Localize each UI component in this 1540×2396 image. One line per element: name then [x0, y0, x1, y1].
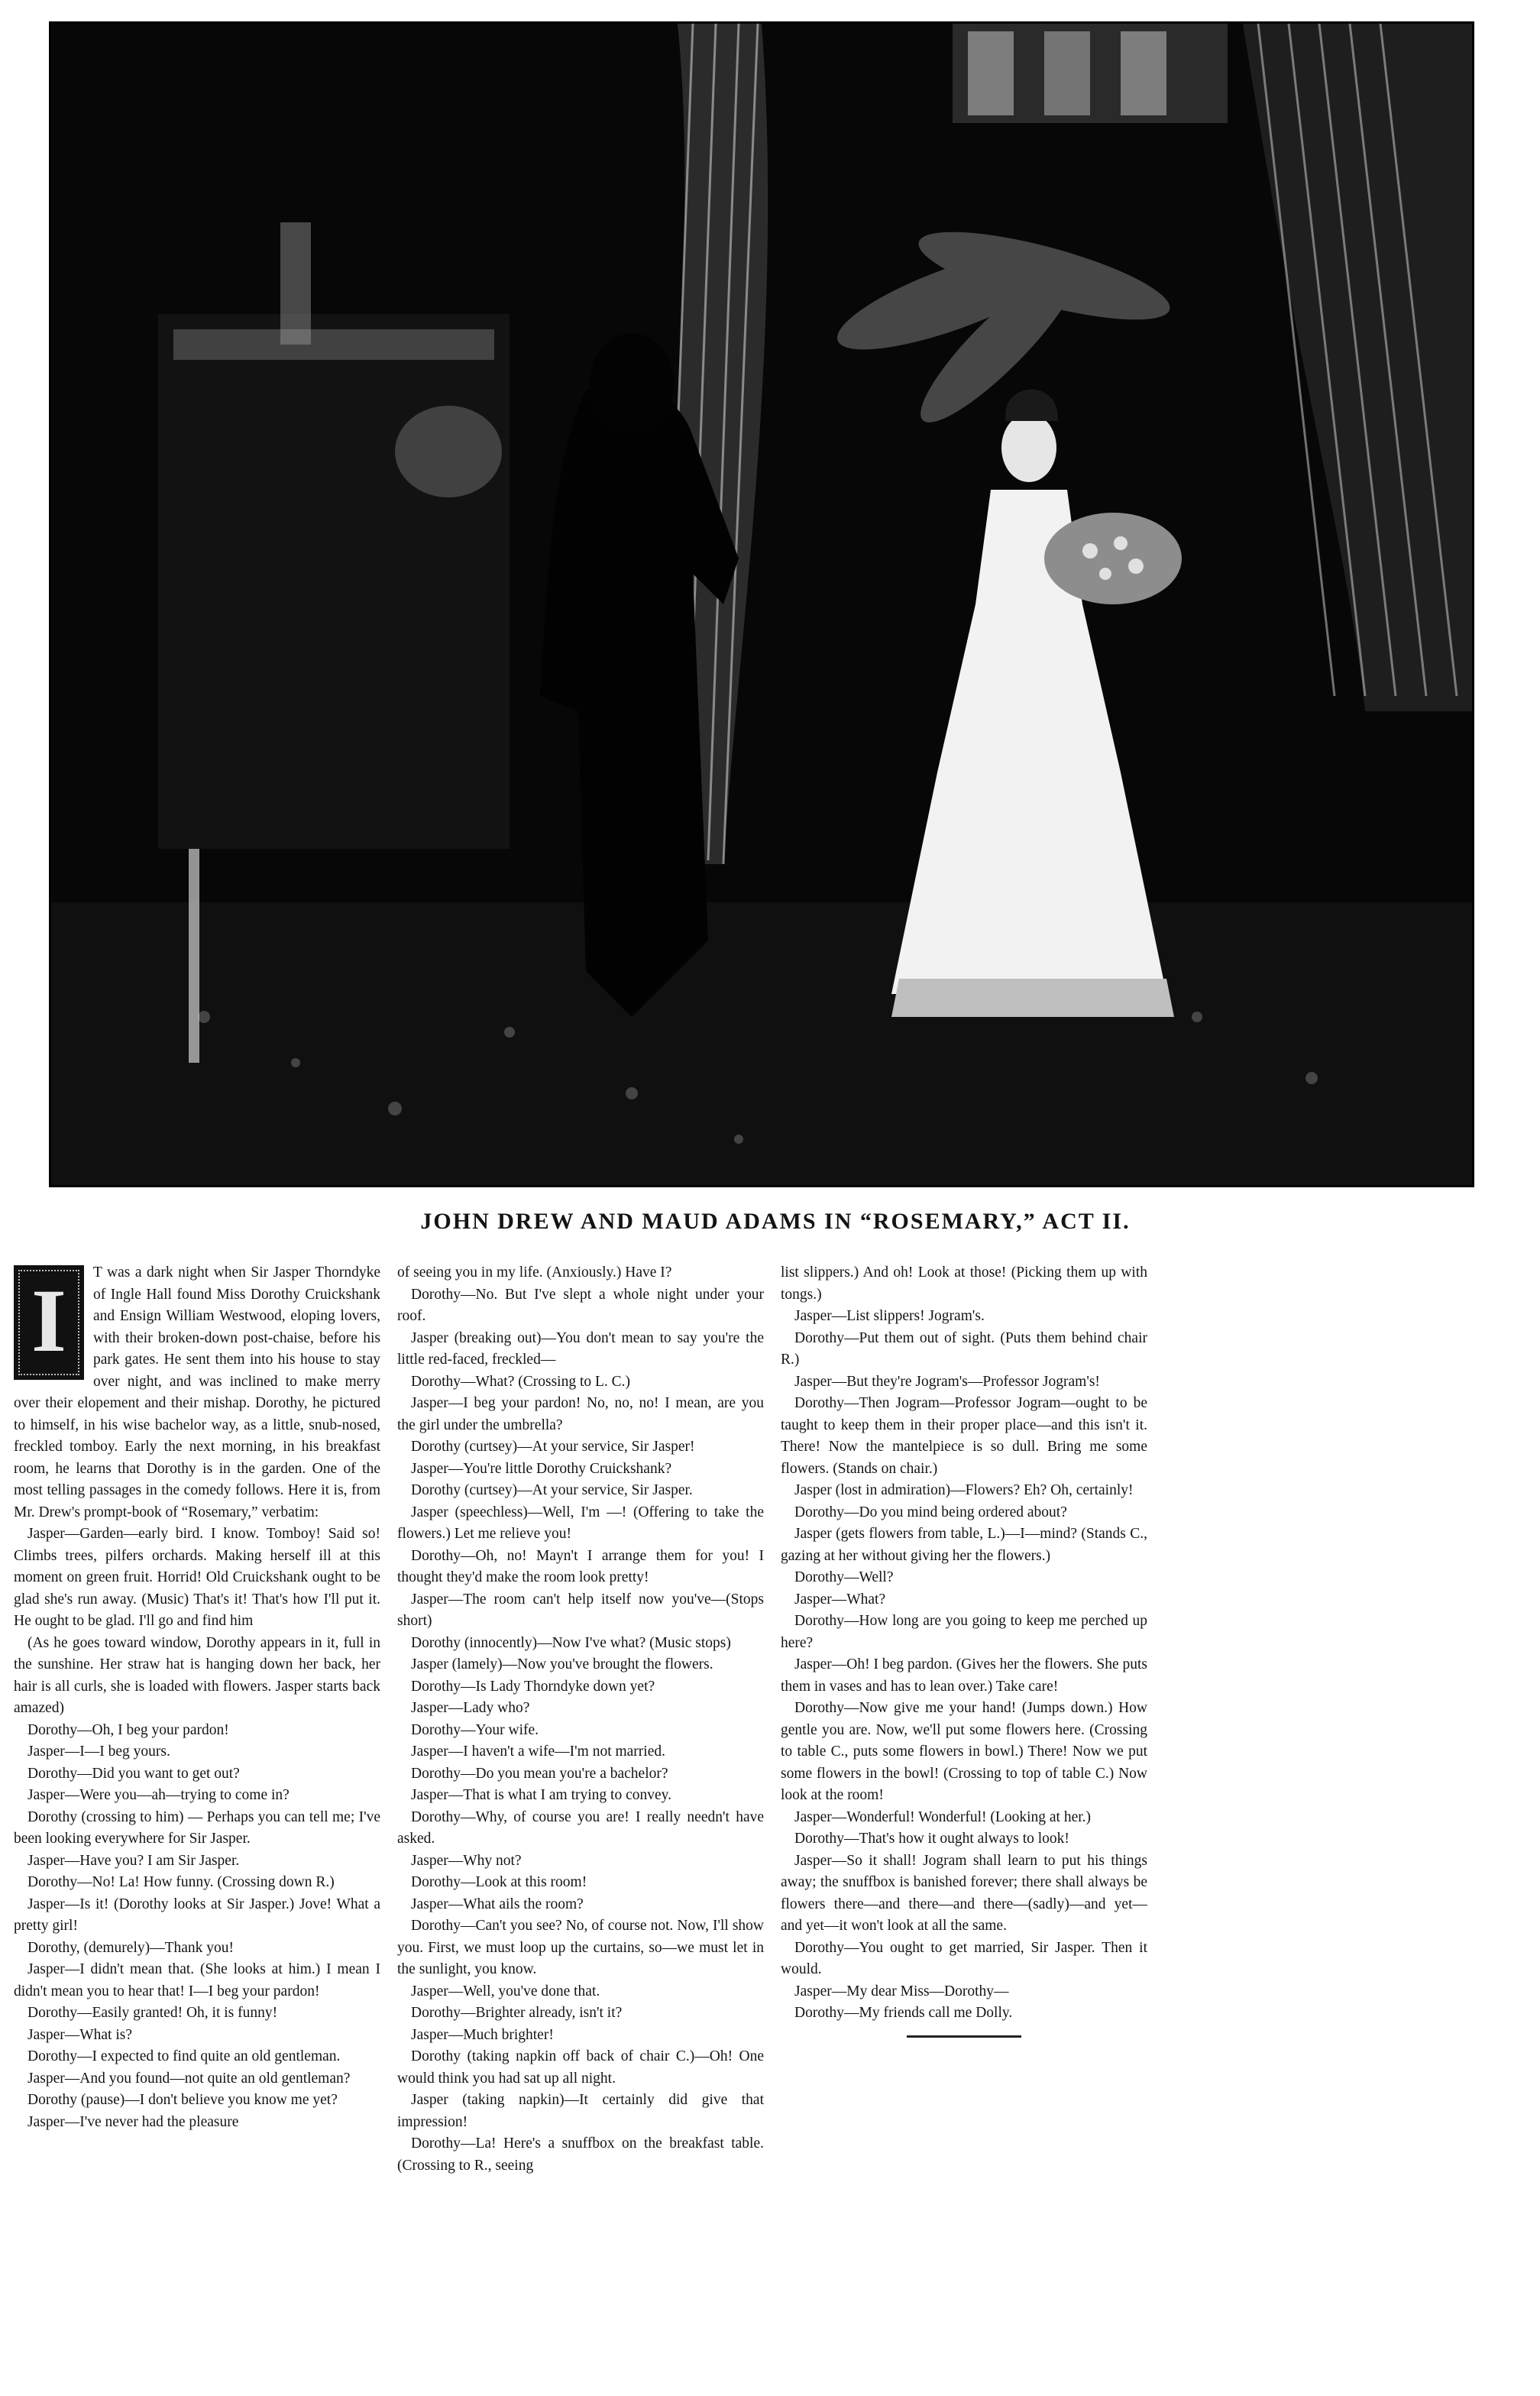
paragraph: Jasper—My dear Miss—Dorothy—	[794, 1983, 1009, 1999]
paragraph: list slippers.) And oh! Look at those! (Picking them up with tongs.)	[781, 1264, 1147, 1303]
paragraph: Jasper—Well, you've done that.	[411, 1983, 600, 1999]
paragraph: Dorothy—Then Jogram—Professor Jogram—ought to be taught to keep them in their proper place—and this isn't it. There! Now the mantelpiece is so dull. Bring me some flowers. (Stands on chair.)	[781, 1395, 1147, 1477]
paragraph: Dorothy—That's how it ought always to look!	[794, 1831, 1069, 1847]
paragraph: Jasper—Much brighter!	[411, 2026, 554, 2043]
paragraph: Jasper—Oh! I beg pardon. (Gives her the flowers. She puts them in vases and has to lean over.) Take care!	[781, 1656, 1147, 1695]
paragraph: Jasper—Is it! (Dorothy looks at Sir Jasper.) Jove! What a pretty girl!	[14, 1896, 380, 1934]
paragraph: Jasper—Lady who?	[411, 1700, 530, 1716]
paragraph: Dorothy, (demurely)—Thank you!	[28, 1939, 235, 1956]
paragraph: Dorothy—Brighter already, isn't it?	[411, 2005, 623, 2021]
paragraph: Jasper—List slippers! Jogram's.	[794, 1308, 985, 1324]
drop-cap: I	[14, 1265, 84, 1380]
paragraph: Jasper (lost in admiration)—Flowers? Eh? Oh, certainly!	[794, 1482, 1134, 1498]
photo-scene-icon	[51, 24, 1472, 1185]
paragraph: Jasper—I beg your pardon! No, no, no! I mean, are you the girl under the umbrella?	[397, 1395, 764, 1433]
paragraph: Dorothy (pause)—I don't believe you know me yet?	[28, 2092, 338, 2108]
paragraph: Jasper—What?	[794, 1591, 886, 1608]
paragraph: Jasper—The room can't help itself now you've—(Stops short)	[397, 1591, 764, 1629]
paragraph: Jasper—Garden—early bird. I know. Tomboy! Said so! Climbs trees, pilfers orchards. Making herself ill at this moment on green fruit. Horrid! Old Cruickshank ought to be glad she's run away. (Music) That's it! That's how I'll put it. He ought to be glad. I'll go and find him	[14, 1526, 380, 1629]
end-rule	[907, 2035, 1021, 2038]
paragraph: Jasper (gets flowers from table, L.)—I—mind? (Stands C., gazing at her without giving her the flowers.)	[781, 1526, 1147, 1564]
paragraph: Dorothy (innocently)—Now I've what? (Music stops)	[411, 1634, 731, 1651]
paragraph: Jasper—I've never had the pleasure	[28, 2113, 239, 2130]
paragraph: Jasper—And you found—not quite an old gentleman?	[28, 2070, 351, 2087]
paragraph: Dorothy—Why, of course you are! I really needn't have asked.	[397, 1808, 764, 1847]
paragraph: Jasper—I didn't mean that. (She looks at him.) I mean I didn't mean you to hear that! I—I beg your pardon!	[14, 1961, 380, 1999]
paragraph: Jasper (speechless)—Well, I'm —! (Offering to take the flowers.) Let me relieve you!	[397, 1504, 764, 1542]
paragraph: Dorothy—Put them out of sight. (Puts them behind chair R.)	[781, 1329, 1147, 1368]
paragraph: Jasper—Have you? I am Sir Jasper.	[28, 1852, 240, 1869]
paragraph: Dorothy—Do you mind being ordered about?	[794, 1504, 1067, 1520]
paragraph: Dorothy—Well?	[794, 1569, 894, 1585]
article-column-1	[14, 1262, 380, 2385]
paragraph: Jasper—Wonderful! Wonderful! (Looking at her.)	[794, 1808, 1092, 1825]
photo-caption: JOHN DREW AND MAUD ADAMS IN “ROSEMARY,” ACT II.	[420, 1209, 1131, 1234]
paragraph: Dorothy—Now give me your hand! (Jumps down.) How gentle you are. Now, we'll put some flowers here. (Crossing to table C., puts some flowers in bowl.) There! Now we put some flowers in the bowl! (Crossing to top of table C.) Now look at the room!	[781, 1700, 1147, 1803]
paragraph: Dorothy—Can't you see? No, of course not. Now, I'll show you. First, we must loop up the curtains, so—we must let in the sunlight, you know.	[397, 1918, 764, 1977]
theater-scene-photo	[49, 21, 1474, 1187]
paragraph: Dorothy—Is Lady Thorndyke down yet?	[411, 1678, 655, 1695]
paragraph: Jasper—Were you—ah—trying to come in?	[28, 1787, 290, 1803]
paragraph: Dorothy—Did you want to get out?	[28, 1765, 240, 1782]
article-column-2	[397, 1262, 764, 2385]
paragraph: Jasper—You're little Dorothy Cruickshank?	[411, 1460, 672, 1477]
paragraph: Jasper (taking napkin)—It certainly did give that impression!	[397, 2092, 764, 2130]
paragraph: Dorothy—La! Here's a snuffbox on the breakfast table. (Crossing to R., seeing	[397, 2135, 764, 2174]
paragraph: Dorothy—Oh, I beg your pardon!	[28, 1721, 229, 1738]
paragraph: Dorothy—Oh, no! Mayn't I arrange them for you! I thought they'd make the room look pretty!	[397, 1547, 764, 1585]
paragraph: Dorothy—Your wife.	[411, 1721, 539, 1738]
paragraph: T was a dark night when Sir Jasper Thorndyke of Ingle Hall found Miss Dorothy Cruickshank and Ensign William Westwood, eloping lovers, with their broken-down post-chaise, before his park gates. He sent them into his house to stay over night, and was inclined to make merry over their elopement and their mishap. Dorothy, he pictured to himself, in his wise bachelor way, as a little, snub-nosed, freckled tomboy. Early the next morning, in his breakfast room, he learns that Dorothy is in the garden. One of the most telling passages in the comedy follows. Here it is, from Mr. Drew's prompt-book of “Rosemary,” verbatim:	[14, 1264, 380, 1520]
paragraph: Dorothy—What? (Crossing to L. C.)	[411, 1373, 631, 1390]
paragraph: Dorothy—My friends call me Dolly.	[794, 2005, 1013, 2021]
paragraph: Dorothy—Do you mean you're a bachelor?	[411, 1765, 668, 1782]
paragraph: Dorothy—No. But I've slept a whole night under your roof.	[397, 1286, 764, 1324]
paragraph: Dorothy (curtsey)—At your service, Sir Jasper!	[411, 1439, 695, 1455]
paragraph: Dorothy (crossing to him) — Perhaps you can tell me; I've been looking everywhere for Sir Jasper.	[14, 1808, 380, 1847]
paragraph: Dorothy—Look at this room!	[411, 1874, 587, 1890]
paragraph: Dorothy—I expected to find quite an old gentleman.	[28, 2048, 341, 2064]
paragraph: Dorothy—No! La! How funny. (Crossing down R.)	[28, 1874, 335, 1890]
paragraph: Jasper (breaking out)—You don't mean to say you're the little red-faced, freckled—	[397, 1329, 764, 1368]
paragraph: Dorothy—Easily granted! Oh, it is funny!	[28, 2005, 278, 2021]
paragraph: Jasper—But they're Jogram's—Professor Jogram's!	[794, 1373, 1100, 1390]
paragraph: Jasper—I—I beg yours.	[28, 1744, 170, 1760]
paragraph: Jasper—Why not?	[411, 1852, 522, 1869]
article-column-3	[781, 1262, 1147, 2385]
paragraph: Dorothy—How long are you going to keep me perched up here?	[781, 1613, 1147, 1651]
paragraph: Jasper—That is what I am trying to convey.	[411, 1787, 671, 1803]
paragraph: Jasper (lamely)—Now you've brought the flowers.	[411, 1656, 713, 1672]
paragraph: Jasper—What ails the room?	[411, 1896, 584, 1912]
paragraph: Dorothy—You ought to get married, Sir Jasper. Then it would.	[781, 1939, 1147, 1977]
paragraph: Jasper—What is?	[28, 2026, 132, 2043]
paragraph: Jasper—So it shall! Jogram shall learn to put his things away; the snuffbox is banished forever; there shall always be flowers there—and there—and there—(sadly)—and yet—and yet—it won't look at all the same.	[781, 1852, 1147, 1934]
paragraph: (As he goes toward window, Dorothy appears in it, full in the sunshine. Her straw hat is hanging down her back, her hair is all curls, she is loaded with flowers. Jasper starts back amazed)	[14, 1634, 380, 1716]
paragraph: Dorothy (curtsey)—At your service, Sir Jasper.	[411, 1482, 693, 1498]
paragraph: Jasper—I haven't a wife—I'm not married.	[411, 1744, 665, 1760]
paragraph: of seeing you in my life. (Anxiously.) Have I?	[397, 1264, 672, 1281]
paragraph: Dorothy (taking napkin off back of chair C.)—Oh! One would think you had sat up all night.	[397, 2048, 764, 2087]
